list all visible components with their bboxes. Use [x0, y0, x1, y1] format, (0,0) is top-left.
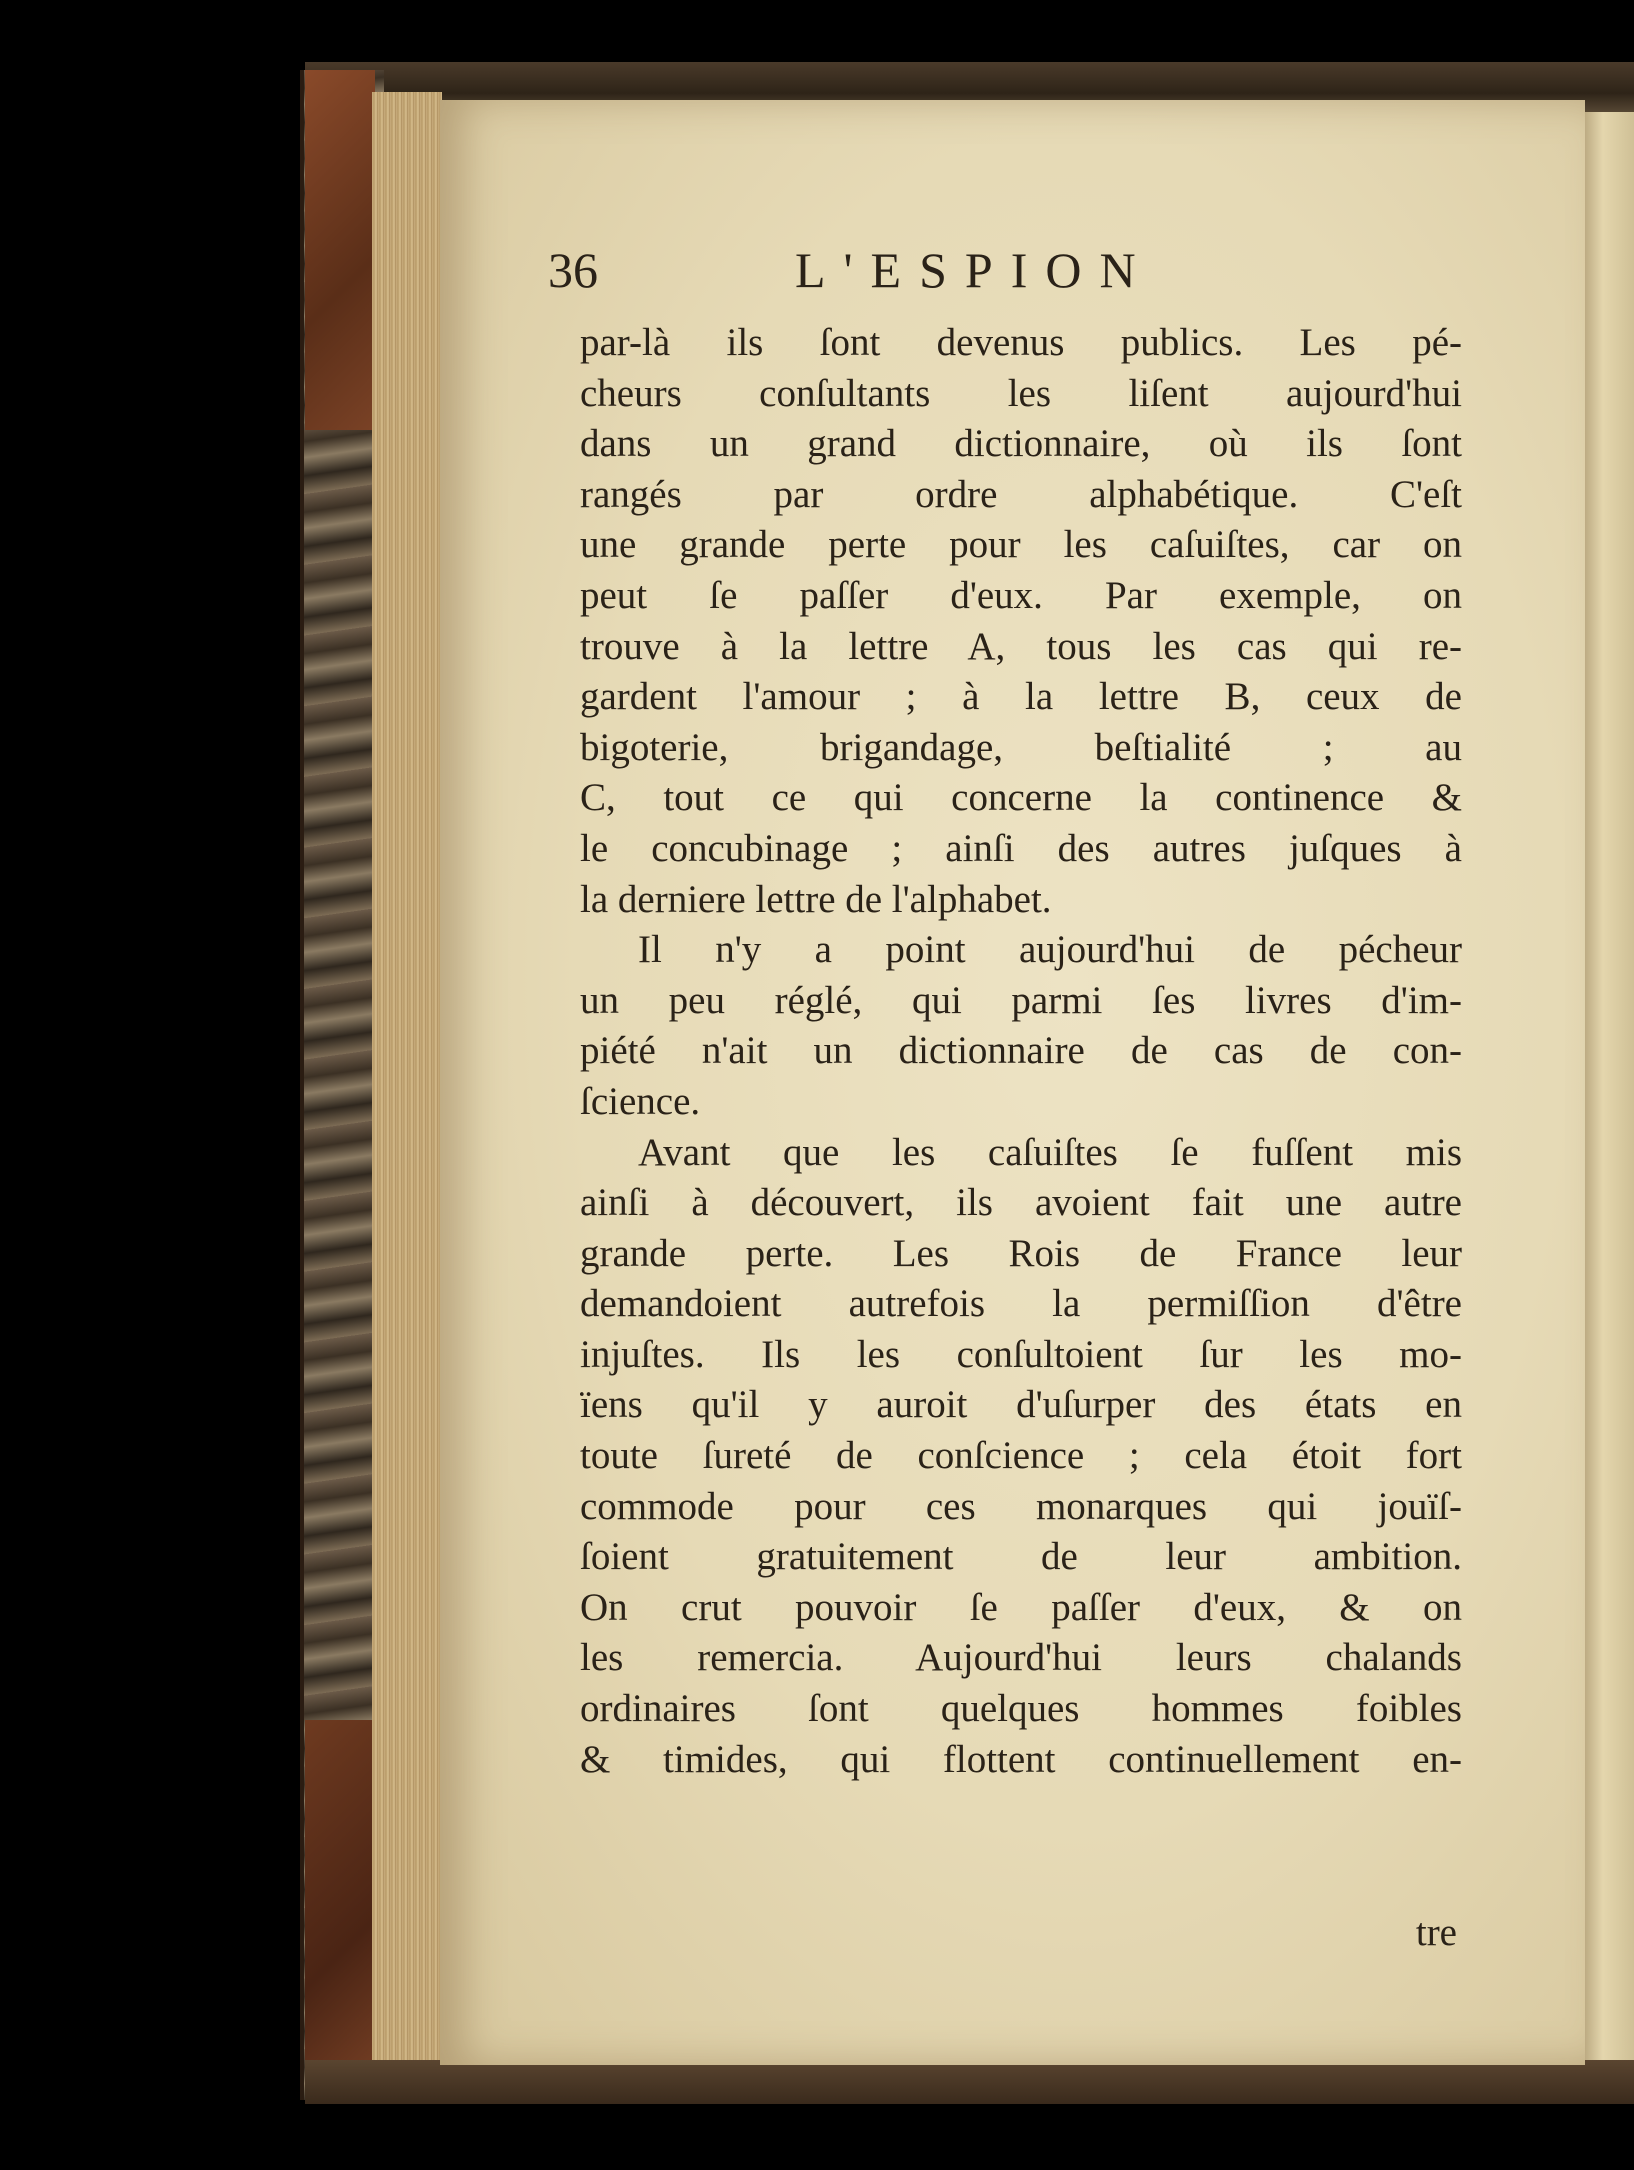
text-line: demandoient autrefois la permiſſion d'être — [580, 1282, 1462, 1326]
book-page — [440, 100, 1585, 2065]
text-line: cheurs conſultants les liſent aujourd'hui — [580, 371, 1462, 415]
page-edges — [372, 92, 442, 2067]
text-line: une grande perte pour les caſuiſtes, car on — [580, 523, 1462, 567]
text-line: ïens qu'il y auroit d'uſurper des états en — [580, 1383, 1462, 1427]
text-line: un peu réglé, qui parmi ſes livres d'im- — [580, 978, 1462, 1022]
text-line: ainſi à découvert, ils avoient fait une autre — [580, 1181, 1462, 1225]
text-line: peut ſe paſſer d'eux. Par exemple, on — [580, 573, 1462, 617]
text-line: C, tout ce qui concerne la continence & — [580, 776, 1462, 820]
text-line: bigoterie, brigandage, beſtialité ; au — [580, 725, 1462, 769]
text-line: On crut pouvoir ſe paſſer d'eux, & on — [580, 1585, 1462, 1629]
text-line: rangés par ordre alphabétique. C'eſt — [580, 472, 1462, 516]
text-line: & timides, qui flottent continuellement en- — [580, 1737, 1462, 1781]
page-number: 36 — [548, 242, 598, 298]
text-line: toute ſureté de conſcience ; cela étoit fort — [580, 1434, 1462, 1478]
book-cover-bottom — [305, 2060, 1634, 2104]
page-header: L'ESPION — [795, 242, 1154, 298]
text-line: trouve à la lettre A, tous les cas qui re- — [580, 624, 1462, 668]
text-line: ſoient gratuitement de leur ambition. — [580, 1535, 1462, 1579]
text-line: par-là ils ſont devenus publics. Les pé- — [580, 321, 1462, 364]
body-text — [580, 318, 1462, 1785]
text-line: injuſtes. Ils les conſultoient ſur les mo- — [580, 1332, 1462, 1376]
text-line: les remercia. Aujourd'hui leurs chalands — [580, 1636, 1462, 1680]
catchword: tre — [1415, 1911, 1457, 1954]
text-line: dans un grand dictionnaire, où ils ſont — [580, 422, 1462, 466]
text-line: piété n'ait un dictionnaire de cas de con- — [580, 1029, 1462, 1073]
text-line: ſcience. — [580, 1079, 701, 1123]
text-line: le concubinage ; ainſi des autres juſques à — [580, 826, 1462, 870]
leather-corner-bottom — [305, 1720, 375, 2100]
text-line: ordinaires ſont quelques hommes foibles — [580, 1687, 1462, 1731]
text-line: Avant que les caſuiſtes ſe fuſſent mis — [638, 1130, 1462, 1174]
next-page-edge — [1582, 112, 1634, 2067]
text-line: gardent l'amour ; à la lettre B, ceux de — [580, 675, 1462, 719]
text-line: Il n'y a point aujourd'hui de pécheur — [638, 928, 1462, 972]
leather-corner-top — [305, 70, 375, 430]
page-text — [440, 100, 1585, 2065]
text-line: commode pour ces monarques qui jouïſ- — [580, 1484, 1462, 1528]
text-line: grande perte. Les Rois de France leur — [580, 1231, 1462, 1275]
text-line: la derniere lettre de l'alphabet. — [580, 877, 1052, 921]
